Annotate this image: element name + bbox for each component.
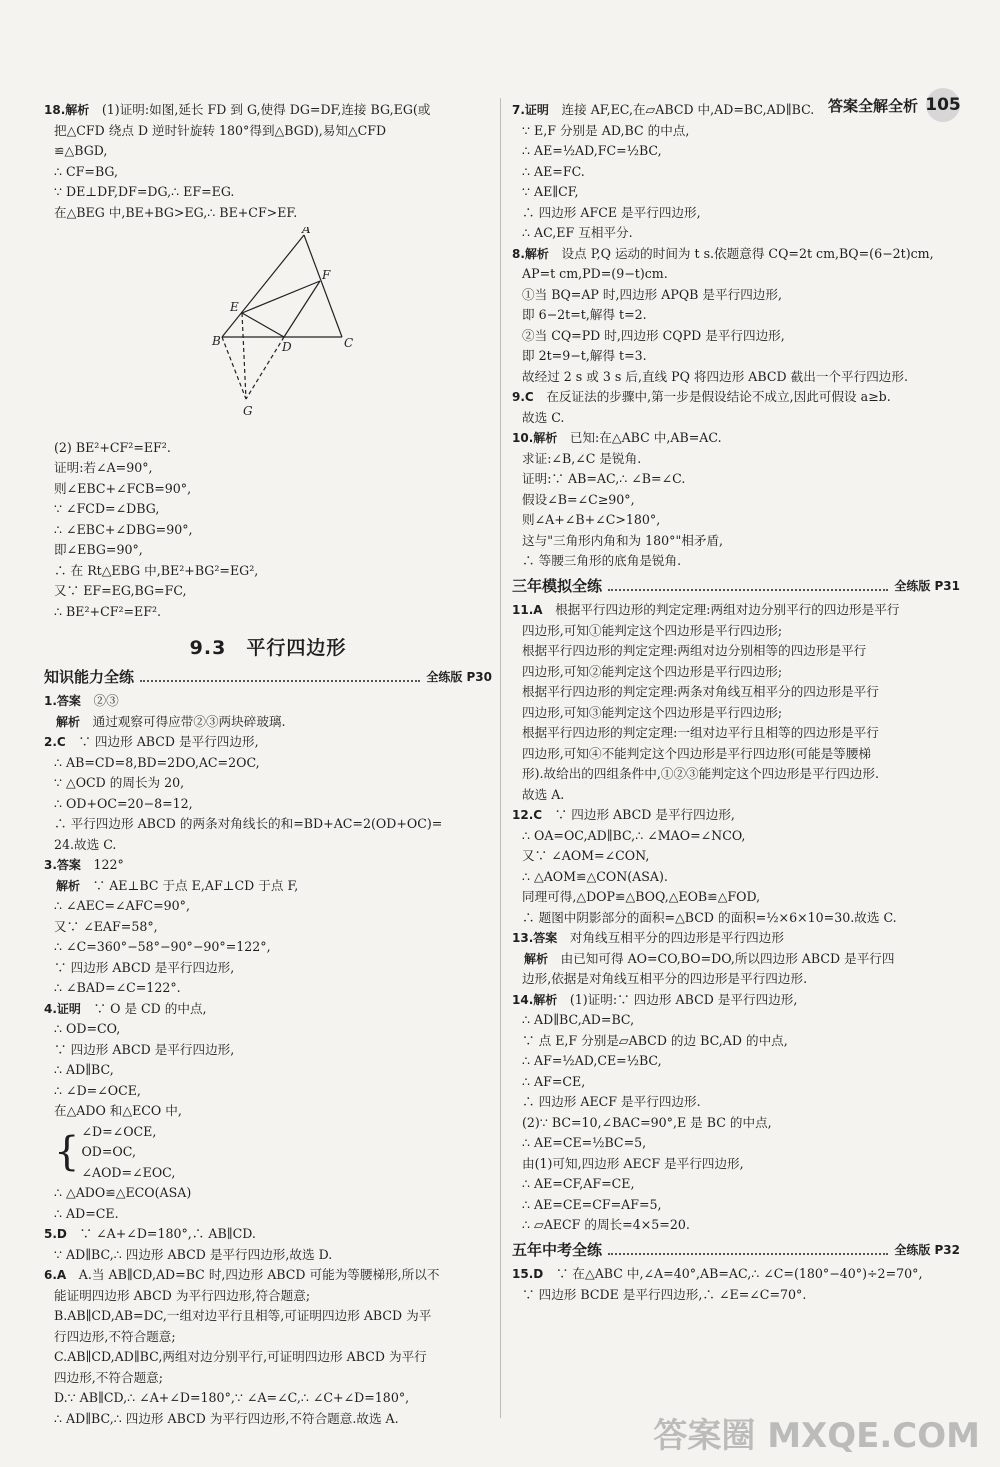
line-BG: [222, 337, 246, 399]
band-five-year-title: 五年中考全练: [512, 1240, 603, 1259]
text-line: ∴ AE=FC.: [522, 163, 585, 179]
label-A: A: [302, 227, 311, 236]
text-line: 根据平行四边形的判定定理:两组对边分别相等的四边形是平行: [522, 643, 867, 658]
geometry-figure: [194, 227, 364, 427]
text-line: ①当 BQ=AP 时,四边形 APQB 是平行四边形,: [522, 286, 782, 302]
text-line: ≌△BGD,: [54, 143, 108, 158]
text-line: 四边形,不符合题意;: [54, 1369, 163, 1385]
text-line: 四边形,可知②能判定这个四边形是平行四边形;: [522, 663, 783, 679]
text-line: B.AB∥CD,AB=DC,一组对边平行且相等,可证明四边形 ABCD 为平: [54, 1308, 432, 1323]
text-line: ∵ AD∥BC,∴ 四边形 ABCD 是平行四边形,故选 D.: [54, 1246, 333, 1262]
text-line: ∵ E,F 分别是 AD,BC 的中点,: [522, 122, 690, 138]
label-G: G: [243, 404, 253, 418]
text-line: 15.D ∵ 在△ABC 中,∠A=40°,AB=AC,∴ ∠C=(180°−40°)÷2=70°,: [512, 1266, 923, 1281]
label-E: E: [230, 300, 239, 314]
text-line: ∴ ∠D=∠OCE,: [54, 1082, 141, 1098]
text-line: ∴ △ADO≌△ECO(ASA): [54, 1185, 192, 1200]
brace-line: ∠AOD=∠EOC,: [81, 1164, 176, 1180]
label-D: D: [282, 340, 292, 354]
text-line: (2)∵ BC=10,∠BAC=90°,E 是 BC 的中点,: [522, 1114, 772, 1130]
text-line: 又∵ EF=EG,BG=FC,: [54, 583, 187, 598]
text-line: ∵ 四边形 ABCD 是平行四边形,: [54, 959, 235, 975]
band-divider: [140, 680, 420, 682]
column-divider: [500, 98, 501, 1418]
q18-part2: [44, 438, 492, 623]
text-line: 边形,依据是对角线互相平分的四边形是平行四边形.: [522, 971, 808, 986]
text-line: ∴ ∠AEC=∠AFC=90°,: [54, 898, 190, 913]
page-number: 105: [926, 88, 960, 122]
question-15: [512, 1264, 960, 1305]
text-line: 解析 通过观察可得应带②③两块碎玻璃.: [44, 713, 286, 729]
text-line: 形).故给出的四组条件中,①②③能判定这个四边形是平行四边形.: [522, 766, 879, 781]
text-line: ∴ ∠BAD=∠C=122°.: [54, 980, 181, 995]
text-line: 即 6−2t=t,解得 t=2.: [522, 307, 647, 322]
questions-7-10: [512, 100, 960, 572]
section-title: 9.3 平行四边形: [189, 637, 347, 659]
text-line: 11.A 根据平行四边形的判定定理:两组对边分别平行的四边形是平行: [512, 602, 900, 617]
band-five-year: [512, 1240, 960, 1261]
text-line: ②当 CQ=PD 时,四边形 CQPD 是平行四边形,: [522, 327, 785, 343]
text-line: 证明:∵ AB=AC,∴ ∠B=∠C.: [522, 471, 686, 486]
line-DG: [246, 337, 284, 399]
text-line: 3.答案 122°: [44, 857, 124, 872]
line-ED: [242, 313, 284, 337]
text-line: 同理可得,△DOP≌△BOQ,△EOB≌△FOD,: [522, 889, 761, 904]
text-line: 能证明四边形 ABCD 为平行四边形,符合题意;: [54, 1287, 311, 1303]
text-line: ∵ AE∥CF,: [522, 184, 579, 199]
text-line: ∵ △OCD 的周长为 20,: [54, 775, 185, 790]
text-line: ∴ AF=½AD,CE=½BC,: [522, 1053, 662, 1068]
text-line: 四边形,可知①能判定这个四边形是平行四边形;: [522, 622, 783, 638]
text-line: ∵ 四边形 BCDE 是平行四边形,∴ ∠E=∠C=70°.: [522, 1286, 807, 1302]
text-line: 根据平行四边形的判定定理:一组对边平行且相等的四边形是平行: [522, 725, 879, 740]
congruence-brace: [44, 1122, 492, 1184]
brace-symbol: {: [54, 1128, 80, 1175]
header-title: 答案全解全析: [827, 96, 918, 115]
watermark: 答案圈 MXQE.COM: [653, 1416, 980, 1456]
text-line: D.∵ AB∥CD,∴ ∠A+∠D=180°,∵ ∠A=∠C,∴ ∠C+∠D=180°,: [54, 1390, 410, 1405]
questions-4-6: [44, 1183, 492, 1429]
text-line: 2.C ∵ 四边形 ABCD 是平行四边形,: [44, 734, 259, 749]
text-line: 把△CFD 绕点 D 逆时针旋转 180°得到△BGD),易知△CFD: [54, 122, 387, 138]
label-B: B: [212, 334, 221, 348]
text-line: ∴ OD=CO,: [54, 1021, 121, 1036]
left-column: [44, 100, 492, 1429]
text-line: ∴ AE=CE=½BC=5,: [522, 1135, 647, 1150]
text-line: 证明:若∠A=90°,: [54, 460, 153, 475]
text-line: 4.证明 ∵ O 是 CD 的中点,: [44, 1000, 207, 1016]
text-line: ∵ DE⊥DF,DF=DG,∴ EF=EG.: [54, 184, 235, 199]
questions-11-14: [512, 600, 960, 1236]
text-line: 8.解析 设点 P,Q 运动的时间为 t s.依题意得 CQ=2t cm,BQ=(6−2t)cm,: [512, 245, 934, 261]
text-line: 四边形,可知③能判定这个四边形是平行四边形;: [522, 704, 783, 720]
text-line: 这与"三角形内角和为 180°"相矛盾,: [522, 532, 724, 548]
text-line: 即 2t=9−t,解得 t=3.: [522, 348, 647, 363]
band-knowledge: [44, 667, 492, 688]
band-three-year: [512, 576, 960, 597]
text-line: ∴ ∠C=360°−58°−90°−90°=122°,: [54, 939, 271, 954]
text-line: 又∵ ∠AOM=∠CON,: [522, 848, 650, 863]
text-line: ∴ 平行四边形 ABCD 的两条对角线长的和=BD+AC=2(OD+OC)=: [54, 816, 443, 831]
text-line: 行四边形,不符合题意;: [54, 1328, 176, 1344]
text-line: 故经过 2 s 或 3 s 后,直线 PQ 将四边形 ABCD 截出一个平行四边形.: [522, 368, 908, 384]
text-line: 则∠EBC+∠FCB=90°,: [54, 480, 192, 496]
right-column: [512, 100, 960, 1305]
line-AB: [222, 235, 304, 337]
band-knowledge-ref: 全练版 P30: [426, 669, 492, 684]
text-line: 解析 由已知可得 AO=CO,BO=DO,所以四边形 ABCD 是平行四: [512, 950, 895, 966]
band-divider: [608, 1253, 888, 1255]
text-line: 即∠EBG=90°,: [54, 542, 143, 557]
brace-line: OD=OC,: [81, 1144, 136, 1159]
text-line: ∵ 点 E,F 分别是▱ABCD 的边 BC,AD 的中点,: [522, 1032, 788, 1048]
text-line: ∴ AB=CD=8,BD=2DO,AC=2OC,: [54, 754, 260, 770]
text-line: ∴ OD+OC=20−8=12,: [54, 795, 193, 811]
text-line: C.AB∥CD,AD∥BC,两组对边分别平行,可证明四边形 ABCD 为平行: [54, 1349, 427, 1364]
text-line: 则∠A+∠B+∠C>180°,: [522, 512, 661, 527]
text-line: ∴ △AOM≌△CON(ASA).: [522, 868, 668, 884]
band-divider: [608, 589, 888, 591]
brace-line: ∠D=∠OCE,: [81, 1123, 157, 1139]
text-line: 在△BEG 中,BE+BG>EG,∴ BE+CF>EF.: [54, 204, 298, 220]
text-line: 解析 ∵ AE⊥BC 于点 E,AF⊥CD 于点 F,: [44, 877, 299, 893]
text-line: 由(1)可知,四边形 AECF 是平行四边形,: [522, 1155, 744, 1171]
text-line: 7.证明 连接 AF,EC,在▱ABCD 中,AD=BC,AD∥BC.: [512, 102, 815, 117]
text-line: ∵ ∠FCD=∠DBG,: [54, 501, 160, 516]
text-line: 又∵ ∠EAF=58°,: [54, 918, 158, 934]
text-line: ∴ 在 Rt△EBG 中,BE²+BG²=EG²,: [54, 562, 259, 578]
text-line: 1.答案 ②③: [44, 693, 119, 708]
text-line: 故选 C.: [522, 409, 565, 425]
text-line: 13.答案 对角线互相平分的四边形是平行四边形: [512, 930, 784, 945]
text-line: 假设∠B=∠C≥90°,: [522, 491, 635, 507]
label-C: C: [344, 336, 354, 350]
line-FD: [284, 281, 320, 337]
text-line: 18.解析 (1)证明:如图,延长 FD 到 G,使得 DG=DF,连接 BG,EG(或: [44, 102, 431, 117]
band-three-year-title: 三年模拟全练: [512, 576, 603, 595]
text-line: ∴ OA=OC,AD∥BC,∴ ∠MAO=∠NCO,: [522, 827, 746, 843]
text-line: ∴ 四边形 AFCE 是平行四边形,: [522, 204, 701, 220]
text-line: ∴ BE²+CF²=EF².: [54, 603, 162, 619]
text-line: 5.D ∵ ∠A+∠D=180°,∴ AB∥CD.: [44, 1226, 256, 1241]
text-line: 10.解析 已知:在△ABC 中,AB=AC.: [512, 430, 722, 445]
text-line: ∴ 等腰三角形的底角是锐角.: [522, 553, 682, 568]
text-line: ∴ 四边形 AECF 是平行四边形.: [522, 1094, 701, 1109]
text-line: ∴ ∠EBC+∠DBG=90°,: [54, 521, 193, 537]
text-line: 在△ADO 和△ECO 中,: [54, 1103, 182, 1118]
text-line: 12.C ∵ 四边形 ABCD 是平行四边形,: [512, 807, 735, 822]
text-line: AP=t cm,PD=(9−t)cm.: [522, 266, 668, 281]
text-line: 6.A A.当 AB∥CD,AD=BC 时,四边形 ABCD 可能为等腰梯形,所以不: [44, 1267, 440, 1282]
text-line: ∵ 四边形 ABCD 是平行四边形,: [54, 1041, 235, 1057]
label-F: F: [322, 268, 331, 282]
text-line: 四边形,可知④不能判定这个四边形是平行四边形(可能是等腰梯: [522, 745, 871, 761]
text-line: 24.故选 C.: [54, 836, 117, 852]
text-line: ∴ AE=CF,AF=CE,: [522, 1176, 635, 1191]
questions-1-4: [44, 691, 492, 1122]
text-line: ∴ AF=CE,: [522, 1073, 586, 1089]
band-three-year-ref: 全练版 P31: [894, 578, 960, 593]
text-line: 故选 A.: [522, 786, 565, 802]
text-line: ∴ ▱AECF 的周长=4×5=20.: [522, 1217, 690, 1232]
text-line: ∴ AD=CE.: [54, 1205, 119, 1221]
text-line: 9.C 在反证法的步骤中,第一步是假设结论不成立,因此可假设 a≥b.: [512, 389, 891, 404]
text-line: ∴ CF=BG,: [54, 163, 119, 179]
text-line: ∴ AE=CE=CF=AF=5,: [522, 1196, 662, 1212]
text-line: 14.解析 (1)证明:∵ 四边形 ABCD 是平行四边形,: [512, 991, 798, 1007]
text-line: ∴ AD∥BC,AD=BC,: [522, 1012, 635, 1027]
text-line: ∴ AE=½AD,FC=½BC,: [522, 143, 662, 158]
text-line: 求证:∠B,∠C 是锐角.: [522, 450, 642, 466]
band-five-year-ref: 全练版 P32: [894, 1242, 960, 1257]
band-knowledge-title: 知识能力全练: [44, 667, 135, 686]
text-line: ∴ AD∥BC,∴ 四边形 ABCD 为平行四边形,不符合题意.故选 A.: [54, 1410, 399, 1426]
text-line: ∴ 题图中阴影部分的面积=△BCD 的面积=½×6×10=30.故选 C.: [522, 909, 897, 925]
line-EG: [242, 313, 246, 399]
text-line: ∴ AD∥BC,: [54, 1062, 114, 1077]
q18-part1: [44, 100, 492, 223]
line-AC: [304, 235, 342, 337]
text-line: 根据平行四边形的判定定理:两条对角线互相平分的四边形是平行: [522, 684, 879, 699]
text-line: (2) BE²+CF²=EF².: [54, 439, 171, 455]
text-line: ∴ AC,EF 互相平分.: [522, 225, 633, 240]
